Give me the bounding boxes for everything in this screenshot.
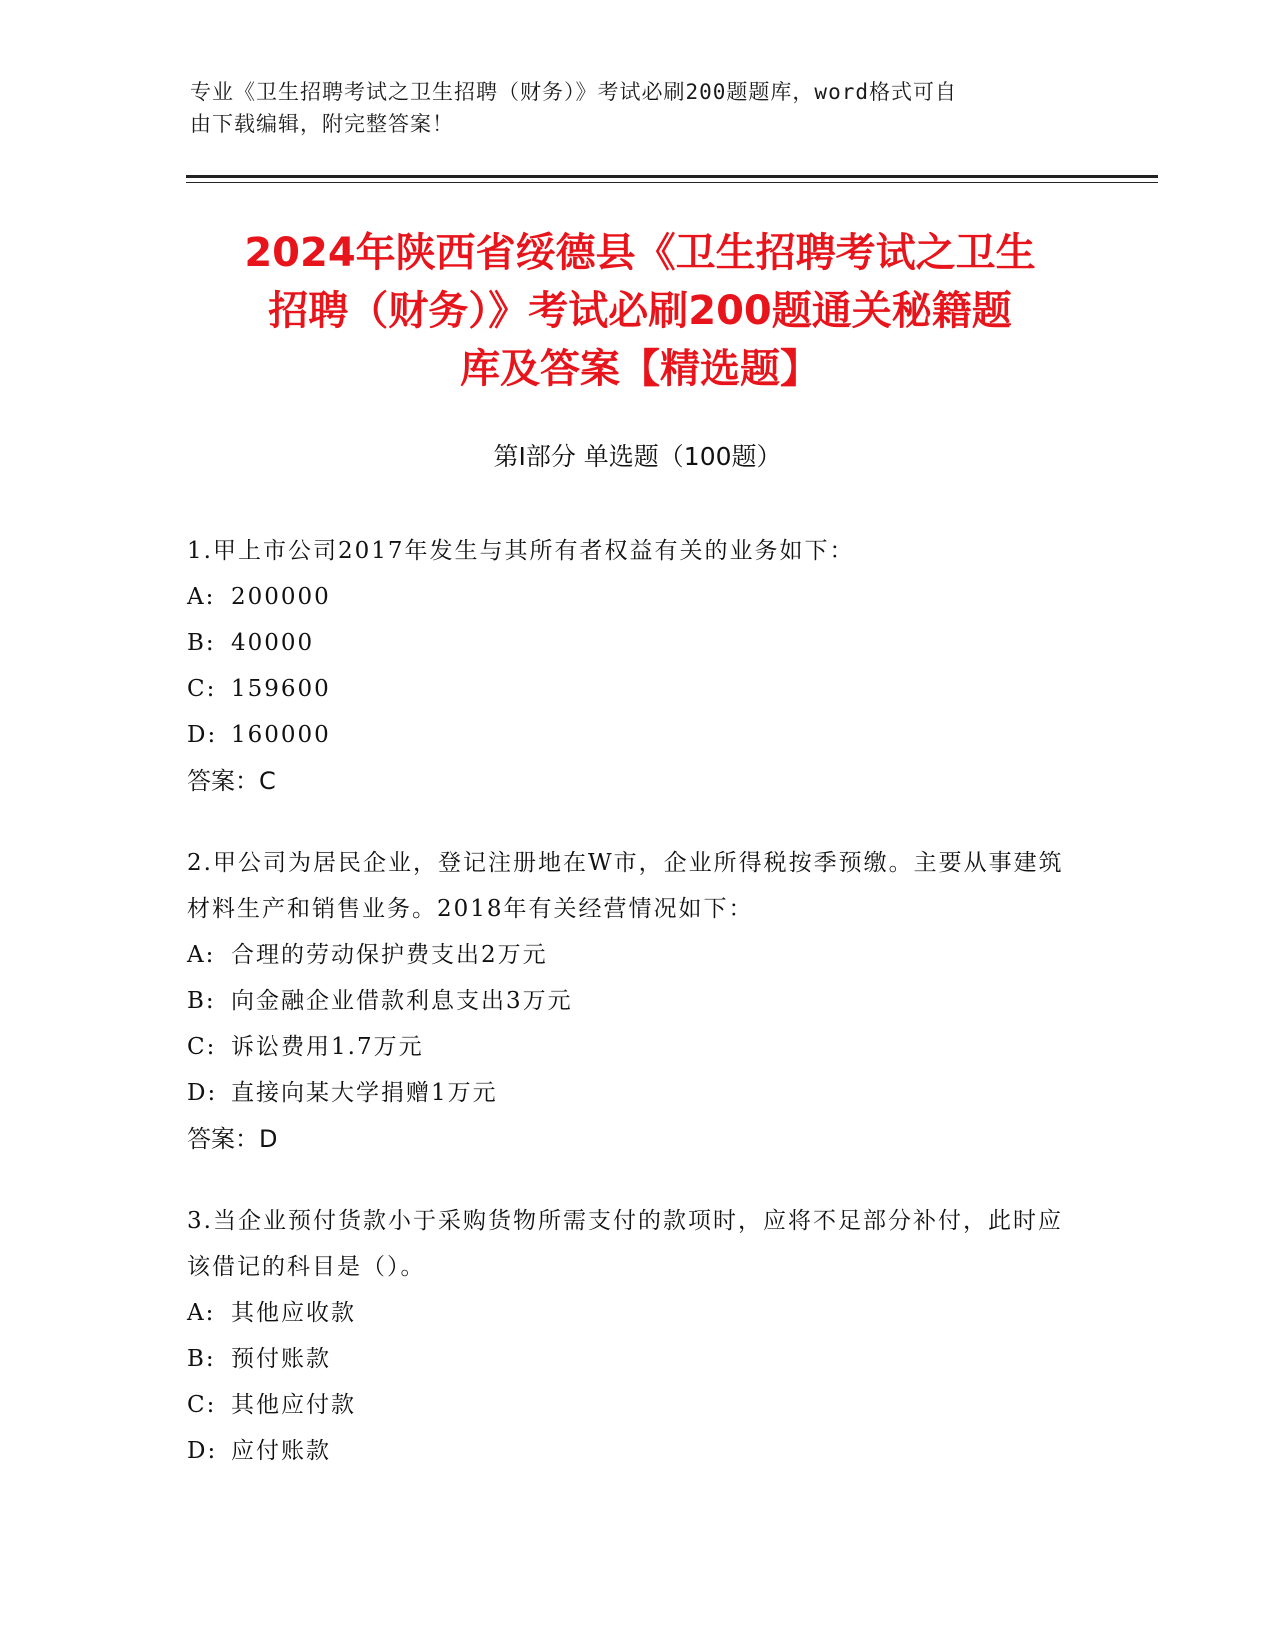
intro-line: 专业《卫生招聘考试之卫生招聘（财务）》考试必刷200题题库，word格式可自 <box>190 80 957 104</box>
title-line: 2024年陕西省绥德县《卫生招聘考试之卫生 <box>244 230 1036 276</box>
option-text: 诉讼费用1.7万元 <box>231 1034 424 1060</box>
answer-option <box>187 666 1067 712</box>
answer-option <box>187 712 1067 758</box>
section-heading: 第Ⅰ部分 单选题（100题） <box>493 442 782 471</box>
option-text: 159600 <box>231 676 331 702</box>
answer-option <box>187 574 1067 620</box>
intro-text <box>190 76 1070 140</box>
answer-option <box>187 620 1067 666</box>
option-text: 其他应付款 <box>231 1392 356 1418</box>
question-item <box>187 840 1067 1162</box>
option-letter: C: <box>187 1392 217 1418</box>
question-item <box>187 528 1067 804</box>
question-stem: 1.甲上市公司2017年发生与其所有者权益有关的业务如下： <box>187 538 855 564</box>
option-letter: C: <box>187 1034 217 1060</box>
answer-option <box>187 978 1067 1024</box>
question-stem: 3.当企业预付货款小于采购货物所需支付的款项时，应将不足部分补付，此时应该借记的科目是（）。 <box>187 1208 1063 1280</box>
option-letter: B: <box>187 988 216 1014</box>
option-text: 向金融企业借款利息支出3万元 <box>231 988 573 1014</box>
answer-option <box>187 1290 1067 1336</box>
option-letter: A: <box>187 942 216 968</box>
answer-option <box>187 1336 1067 1382</box>
answer-key: 答案：D <box>187 1125 278 1153</box>
option-letter: A: <box>187 1300 216 1326</box>
option-text: 预付账款 <box>231 1346 331 1372</box>
document-title <box>160 224 1120 398</box>
option-letter: D: <box>187 722 218 748</box>
answer-option <box>187 1024 1067 1070</box>
option-text: 应付账款 <box>231 1438 331 1464</box>
answer-option <box>187 932 1067 978</box>
option-text: 40000 <box>231 630 315 656</box>
option-letter: D: <box>187 1438 218 1464</box>
question-item <box>187 1198 1067 1474</box>
intro-line: 由下载编辑，附完整答案！ <box>190 112 454 136</box>
title-line: 库及答案【精选题】 <box>460 346 820 392</box>
question-stem: 2.甲公司为居民企业，登记注册地在W市，企业所得税按季预缴。主要从事建筑材料生产和销售业务。2018年有关经营情况如下： <box>187 850 1064 922</box>
question-list <box>187 528 1067 1510</box>
option-letter: D: <box>187 1080 218 1106</box>
option-text: 其他应收款 <box>231 1300 356 1326</box>
option-text: 合理的劳动保护费支出2万元 <box>231 942 548 968</box>
answer-option <box>187 1428 1067 1474</box>
option-letter: A: <box>187 584 216 610</box>
option-letter: B: <box>187 630 216 656</box>
option-text: 200000 <box>231 584 331 610</box>
option-letter: C: <box>187 676 217 702</box>
header-rule-thin <box>186 182 1158 183</box>
answer-option <box>187 1382 1067 1428</box>
answer-option <box>187 1070 1067 1116</box>
answer-key: 答案：C <box>187 767 276 795</box>
title-line: 招聘（财务）》考试必刷200题通关秘籍题 <box>268 288 1012 334</box>
option-letter: B: <box>187 1346 216 1372</box>
option-text: 直接向某大学捐赠1万元 <box>231 1080 498 1106</box>
header-rule-thick <box>186 175 1158 178</box>
option-text: 160000 <box>231 722 331 748</box>
